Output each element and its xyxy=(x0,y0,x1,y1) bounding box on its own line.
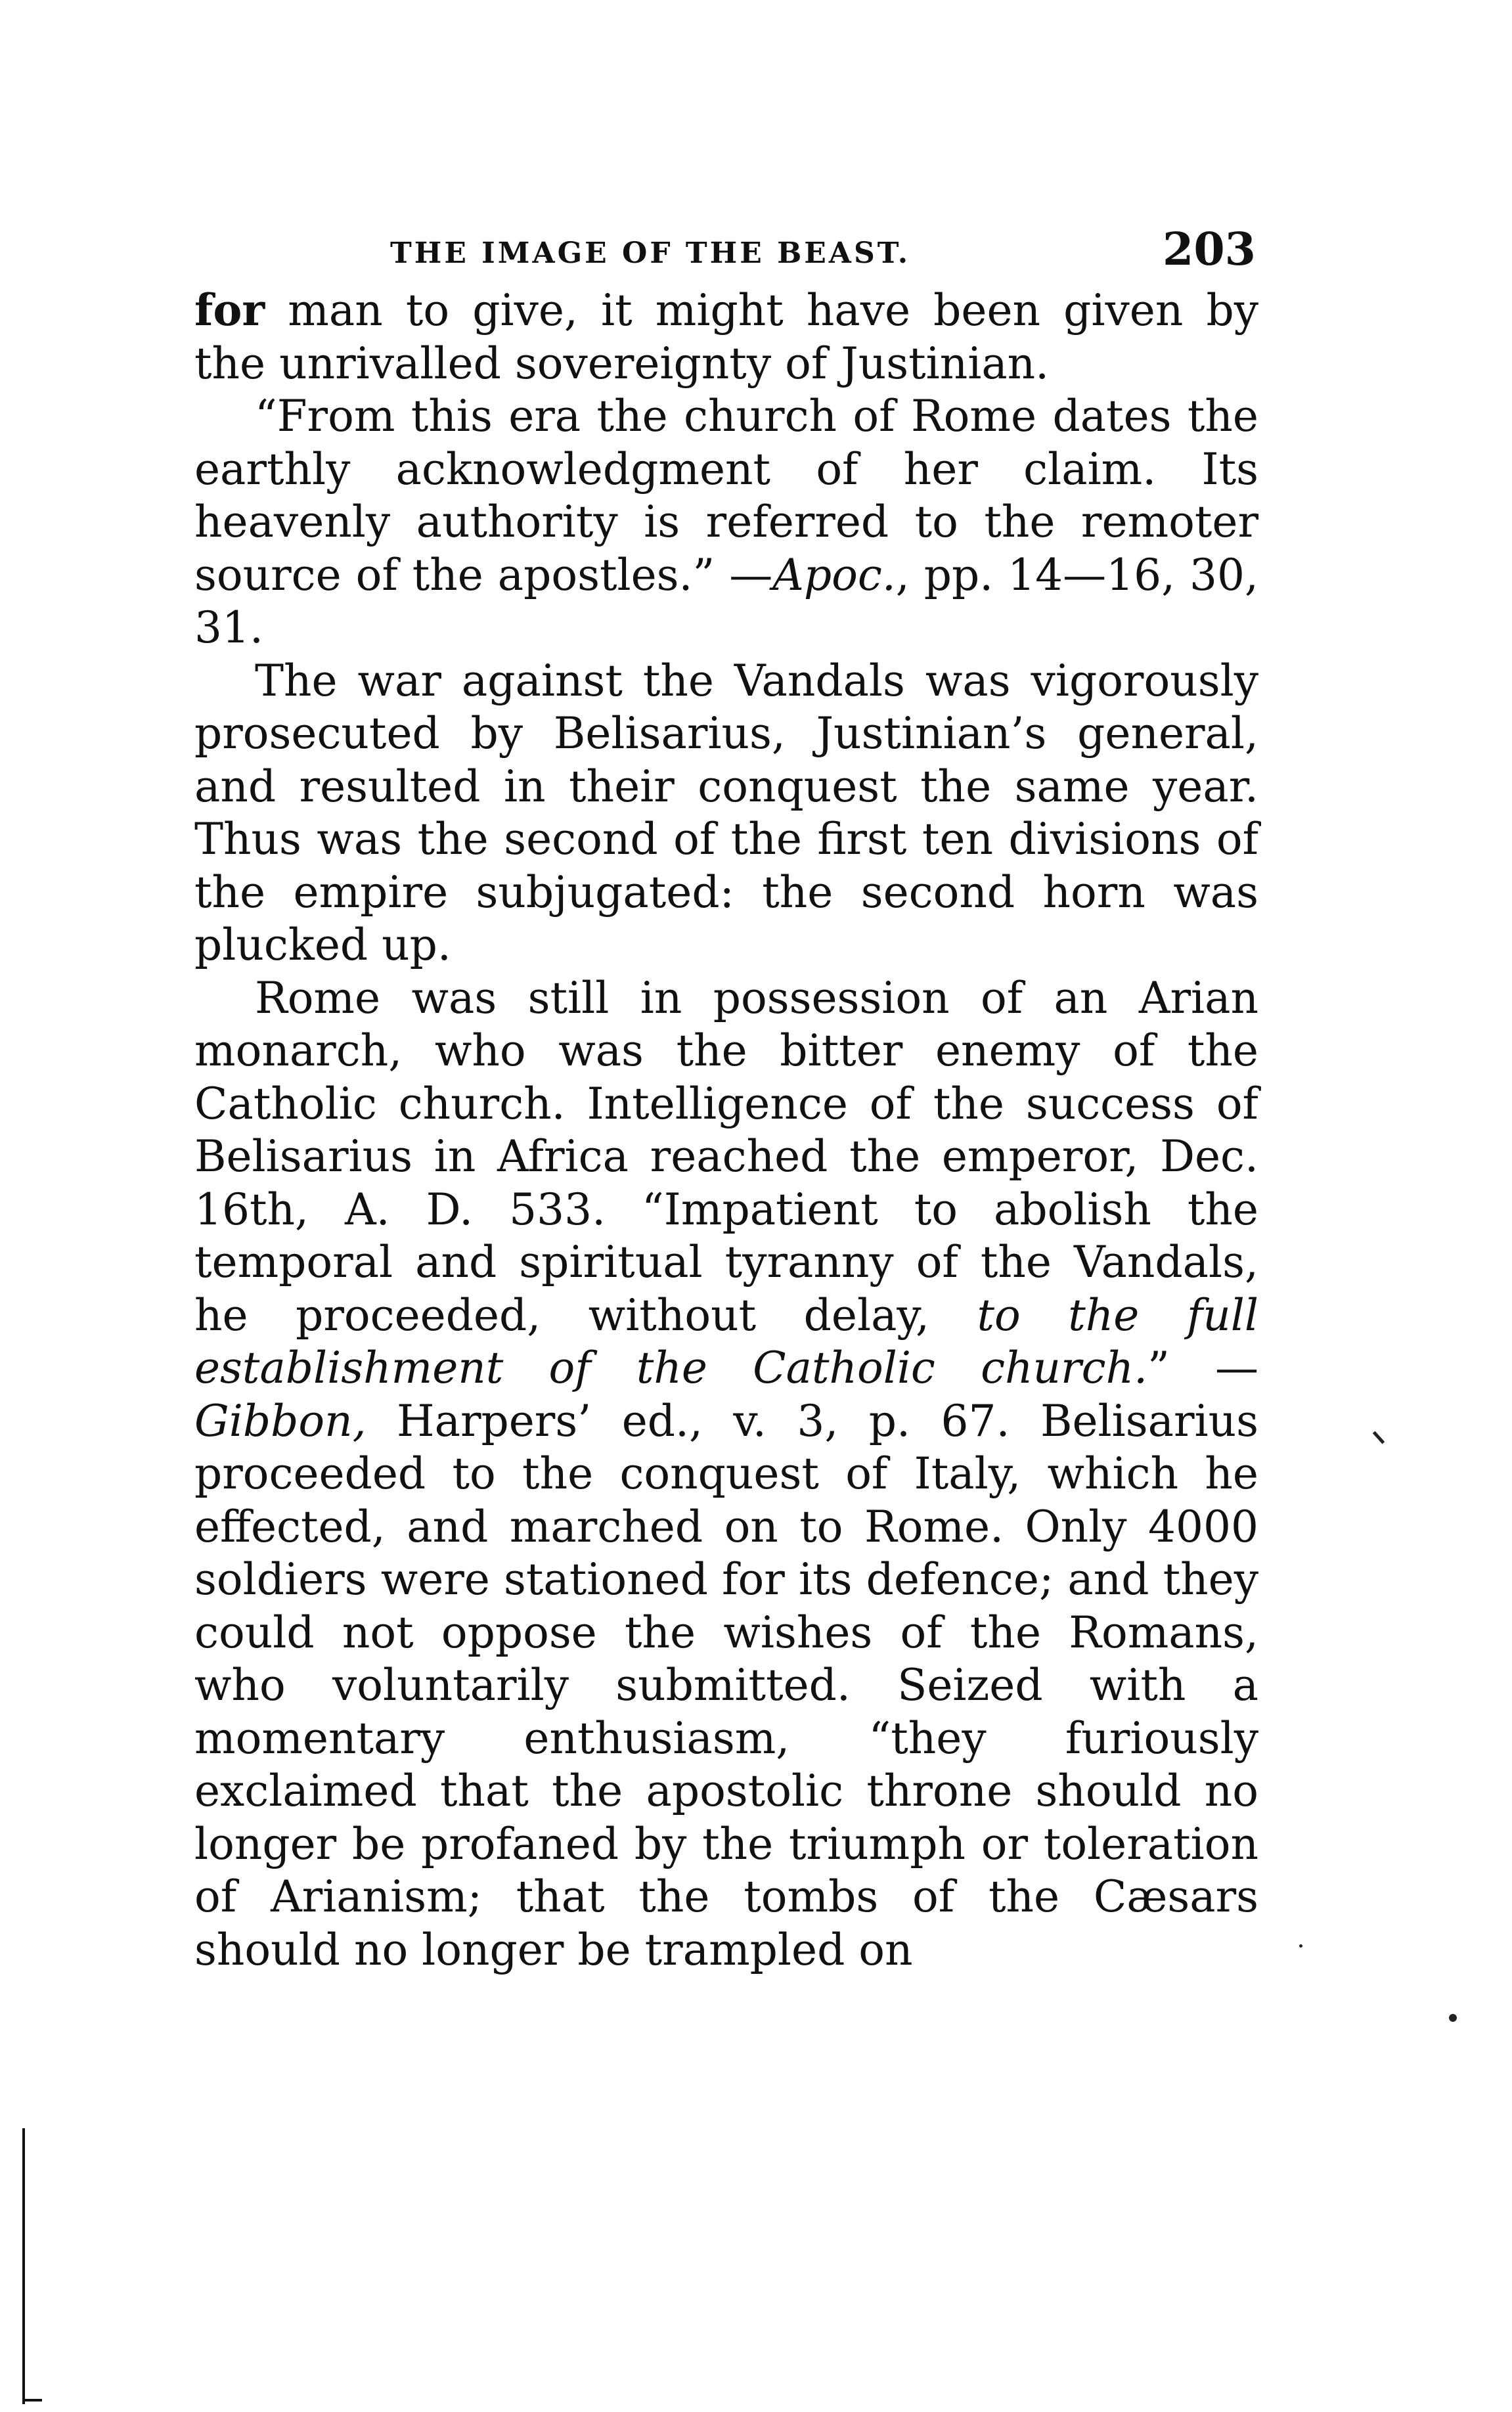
paragraph-text: “From this era the church of Rome dates the earthly acknowledgment of her claim. Its heavenly authority is referred to the remoter source of the apostles.” — xyxy=(194,391,1258,600)
page-header xyxy=(390,223,1256,276)
quote-close: ” — xyxy=(1147,1343,1258,1393)
paragraph-text: man to give, it might have been given by the unrivalled sovereignty of Justinian. xyxy=(194,285,1258,389)
citation-title: Apoc. xyxy=(772,549,896,600)
paragraph-text-continued: Harpers’ ed., v. 3, p. 67. Belisarius proceeded to the conquest of Italy, which he effected, and marched on to Rome. Only 4000 soldiers were stationed for its defence; and they could not oppose the wishes of the Romans, who voluntarily submitted. Seized with a momentary enthusiasm, “they furiously exclaimed that the apostolic throne should no longer be profaned by the triumph or toleration of Arianism; that the tombs of the Cæsars should no longer be trampled on xyxy=(194,1395,1258,1975)
page-number: 203 xyxy=(1163,223,1256,276)
paragraph-text: The war against the Vandals was vigorously prosecuted by Belisarius, Justinian’s general, and resulted in their conquest the same year. Thus was the second of the first ten divisions of the empire subjugated: the second horn was plucked up. xyxy=(194,655,1258,970)
stray-mark xyxy=(1449,2014,1457,2022)
paragraph-continuation xyxy=(194,284,1258,390)
citation-pages: , pp. 14—16, 30, 31. xyxy=(194,549,1258,653)
running-title: THE IMAGE OF THE BEAST. xyxy=(390,236,911,270)
citation-author: Gibbon, xyxy=(194,1395,367,1446)
stray-mark xyxy=(1299,1944,1302,1948)
scan-edge-rule-foot xyxy=(22,2399,42,2401)
stray-mark xyxy=(1373,1431,1385,1444)
paragraph-rome xyxy=(194,972,1258,1977)
paragraph-vandals xyxy=(194,655,1258,972)
paragraph-quotation xyxy=(194,390,1258,655)
italic-quotation: to the full establishment of the Catholic church. xyxy=(194,1289,1258,1393)
scan-edge-rule xyxy=(22,2128,25,2404)
paragraph-text: Rome was still in possession of an Arian monarch, who was the bitter enemy of the Catholic church. Intelligence of the success of Belisarius in Africa reached the emperor, Dec. 16th, A. D. 533. “Impatient to abolish the temporal and spiritual tyranny of the Vandals, he proceeded, without delay, xyxy=(194,972,1258,1341)
lead-in-word: for xyxy=(194,284,265,336)
body-text xyxy=(194,284,1258,1976)
